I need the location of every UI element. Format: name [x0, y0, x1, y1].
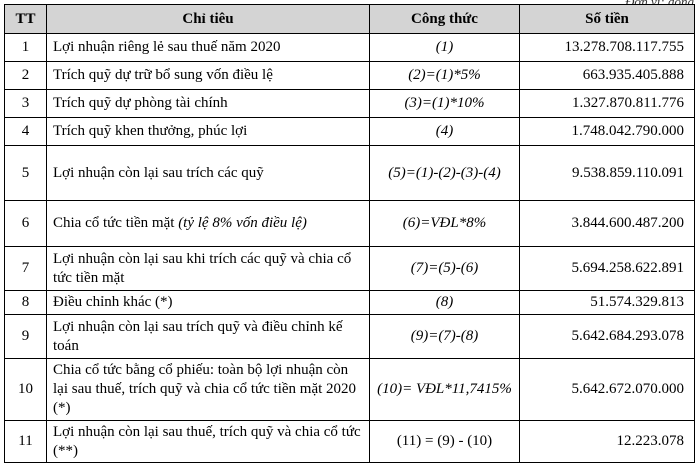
row-formula: (1) — [370, 34, 520, 62]
row-formula: (4) — [370, 118, 520, 146]
row-label: Trích quỹ khen thưởng, phúc lợi — [47, 118, 370, 146]
row-label: Chia cổ tức bằng cổ phiếu: toàn bộ lợi nhuận còn lại sau thuế, trích quỹ và chia cổ tức tiền mặt 2020 (*) — [47, 359, 370, 421]
row-formula: (9)=(7)-(8) — [370, 315, 520, 359]
header-label: Chỉ tiêu — [47, 5, 370, 34]
row-label: Trích quỹ dự phòng tài chính — [47, 90, 370, 118]
row-label: Trích quỹ dự trữ bổ sung vốn điều lệ — [47, 62, 370, 90]
row-number: 8 — [5, 291, 47, 315]
table-row — [5, 421, 695, 463]
profit-distribution-table — [4, 4, 695, 463]
table-row — [5, 90, 695, 118]
row-label: Lợi nhuận còn lại sau khi trích các quỹ và chia cổ tức tiền mặt — [47, 247, 370, 291]
table-row — [5, 359, 695, 421]
row-amount: 5.642.684.293.078 — [520, 315, 695, 359]
row-label: Chia cổ tức tiền mặt (tỷ lệ 8% vốn điều lệ) — [47, 201, 370, 247]
row-amount: 9.538.859.110.091 — [520, 146, 695, 201]
row-number: 1 — [5, 34, 47, 62]
row-number: 3 — [5, 90, 47, 118]
row-amount: 5.694.258.622.891 — [520, 247, 695, 291]
header-row — [5, 5, 695, 34]
row-formula: (5)=(1)-(2)-(3)-(4) — [370, 146, 520, 201]
row-formula: (6)=VĐL*8% — [370, 201, 520, 247]
row-formula: (10)= VĐL*11,7415% — [370, 359, 520, 421]
row-formula: (7)=(5)-(6) — [370, 247, 520, 291]
row-formula: (2)=(1)*5% — [370, 62, 520, 90]
row-number: 5 — [5, 146, 47, 201]
header-tt: TT — [5, 5, 47, 34]
row-formula: (8) — [370, 291, 520, 315]
row-formula: (3)=(1)*10% — [370, 90, 520, 118]
row-amount: 13.278.708.117.755 — [520, 34, 695, 62]
row-label: Lợi nhuận còn lại sau thuế, trích quỹ và chia cổ tức (**) — [47, 421, 370, 463]
row-amount: 1.748.042.790.000 — [520, 118, 695, 146]
header-formula: Công thức — [370, 5, 520, 34]
row-number: 10 — [5, 359, 47, 421]
row-number: 6 — [5, 201, 47, 247]
row-amount: 12.223.078 — [520, 421, 695, 463]
row-number: 4 — [5, 118, 47, 146]
row-label-note: (tỷ lệ 8% vốn điều lệ) — [178, 215, 307, 231]
row-amount: 3.844.600.487.200 — [520, 201, 695, 247]
row-amount: 663.935.405.888 — [520, 62, 695, 90]
table-row — [5, 315, 695, 359]
row-number: 11 — [5, 421, 47, 463]
table-row — [5, 118, 695, 146]
row-number: 2 — [5, 62, 47, 90]
row-amount: 5.642.672.070.000 — [520, 359, 695, 421]
row-formula: (11) = (9) - (10) — [370, 421, 520, 463]
row-label: Điều chỉnh khác (*) — [47, 291, 370, 315]
row-amount: 1.327.870.811.776 — [520, 90, 695, 118]
table-row — [5, 201, 695, 247]
table-row — [5, 34, 695, 62]
row-amount: 51.574.329.813 — [520, 291, 695, 315]
table-row — [5, 291, 695, 315]
table-row — [5, 146, 695, 201]
row-label: Lợi nhuận còn lại sau trích quỹ và điều chỉnh kế toán — [47, 315, 370, 359]
row-number: 9 — [5, 315, 47, 359]
row-label: Lợi nhuận còn lại sau trích các quỹ — [47, 146, 370, 201]
row-number: 7 — [5, 247, 47, 291]
table-row — [5, 247, 695, 291]
row-label: Lợi nhuận riêng lẻ sau thuế năm 2020 — [47, 34, 370, 62]
header-amount: Số tiền — [520, 5, 695, 34]
table-row — [5, 62, 695, 90]
